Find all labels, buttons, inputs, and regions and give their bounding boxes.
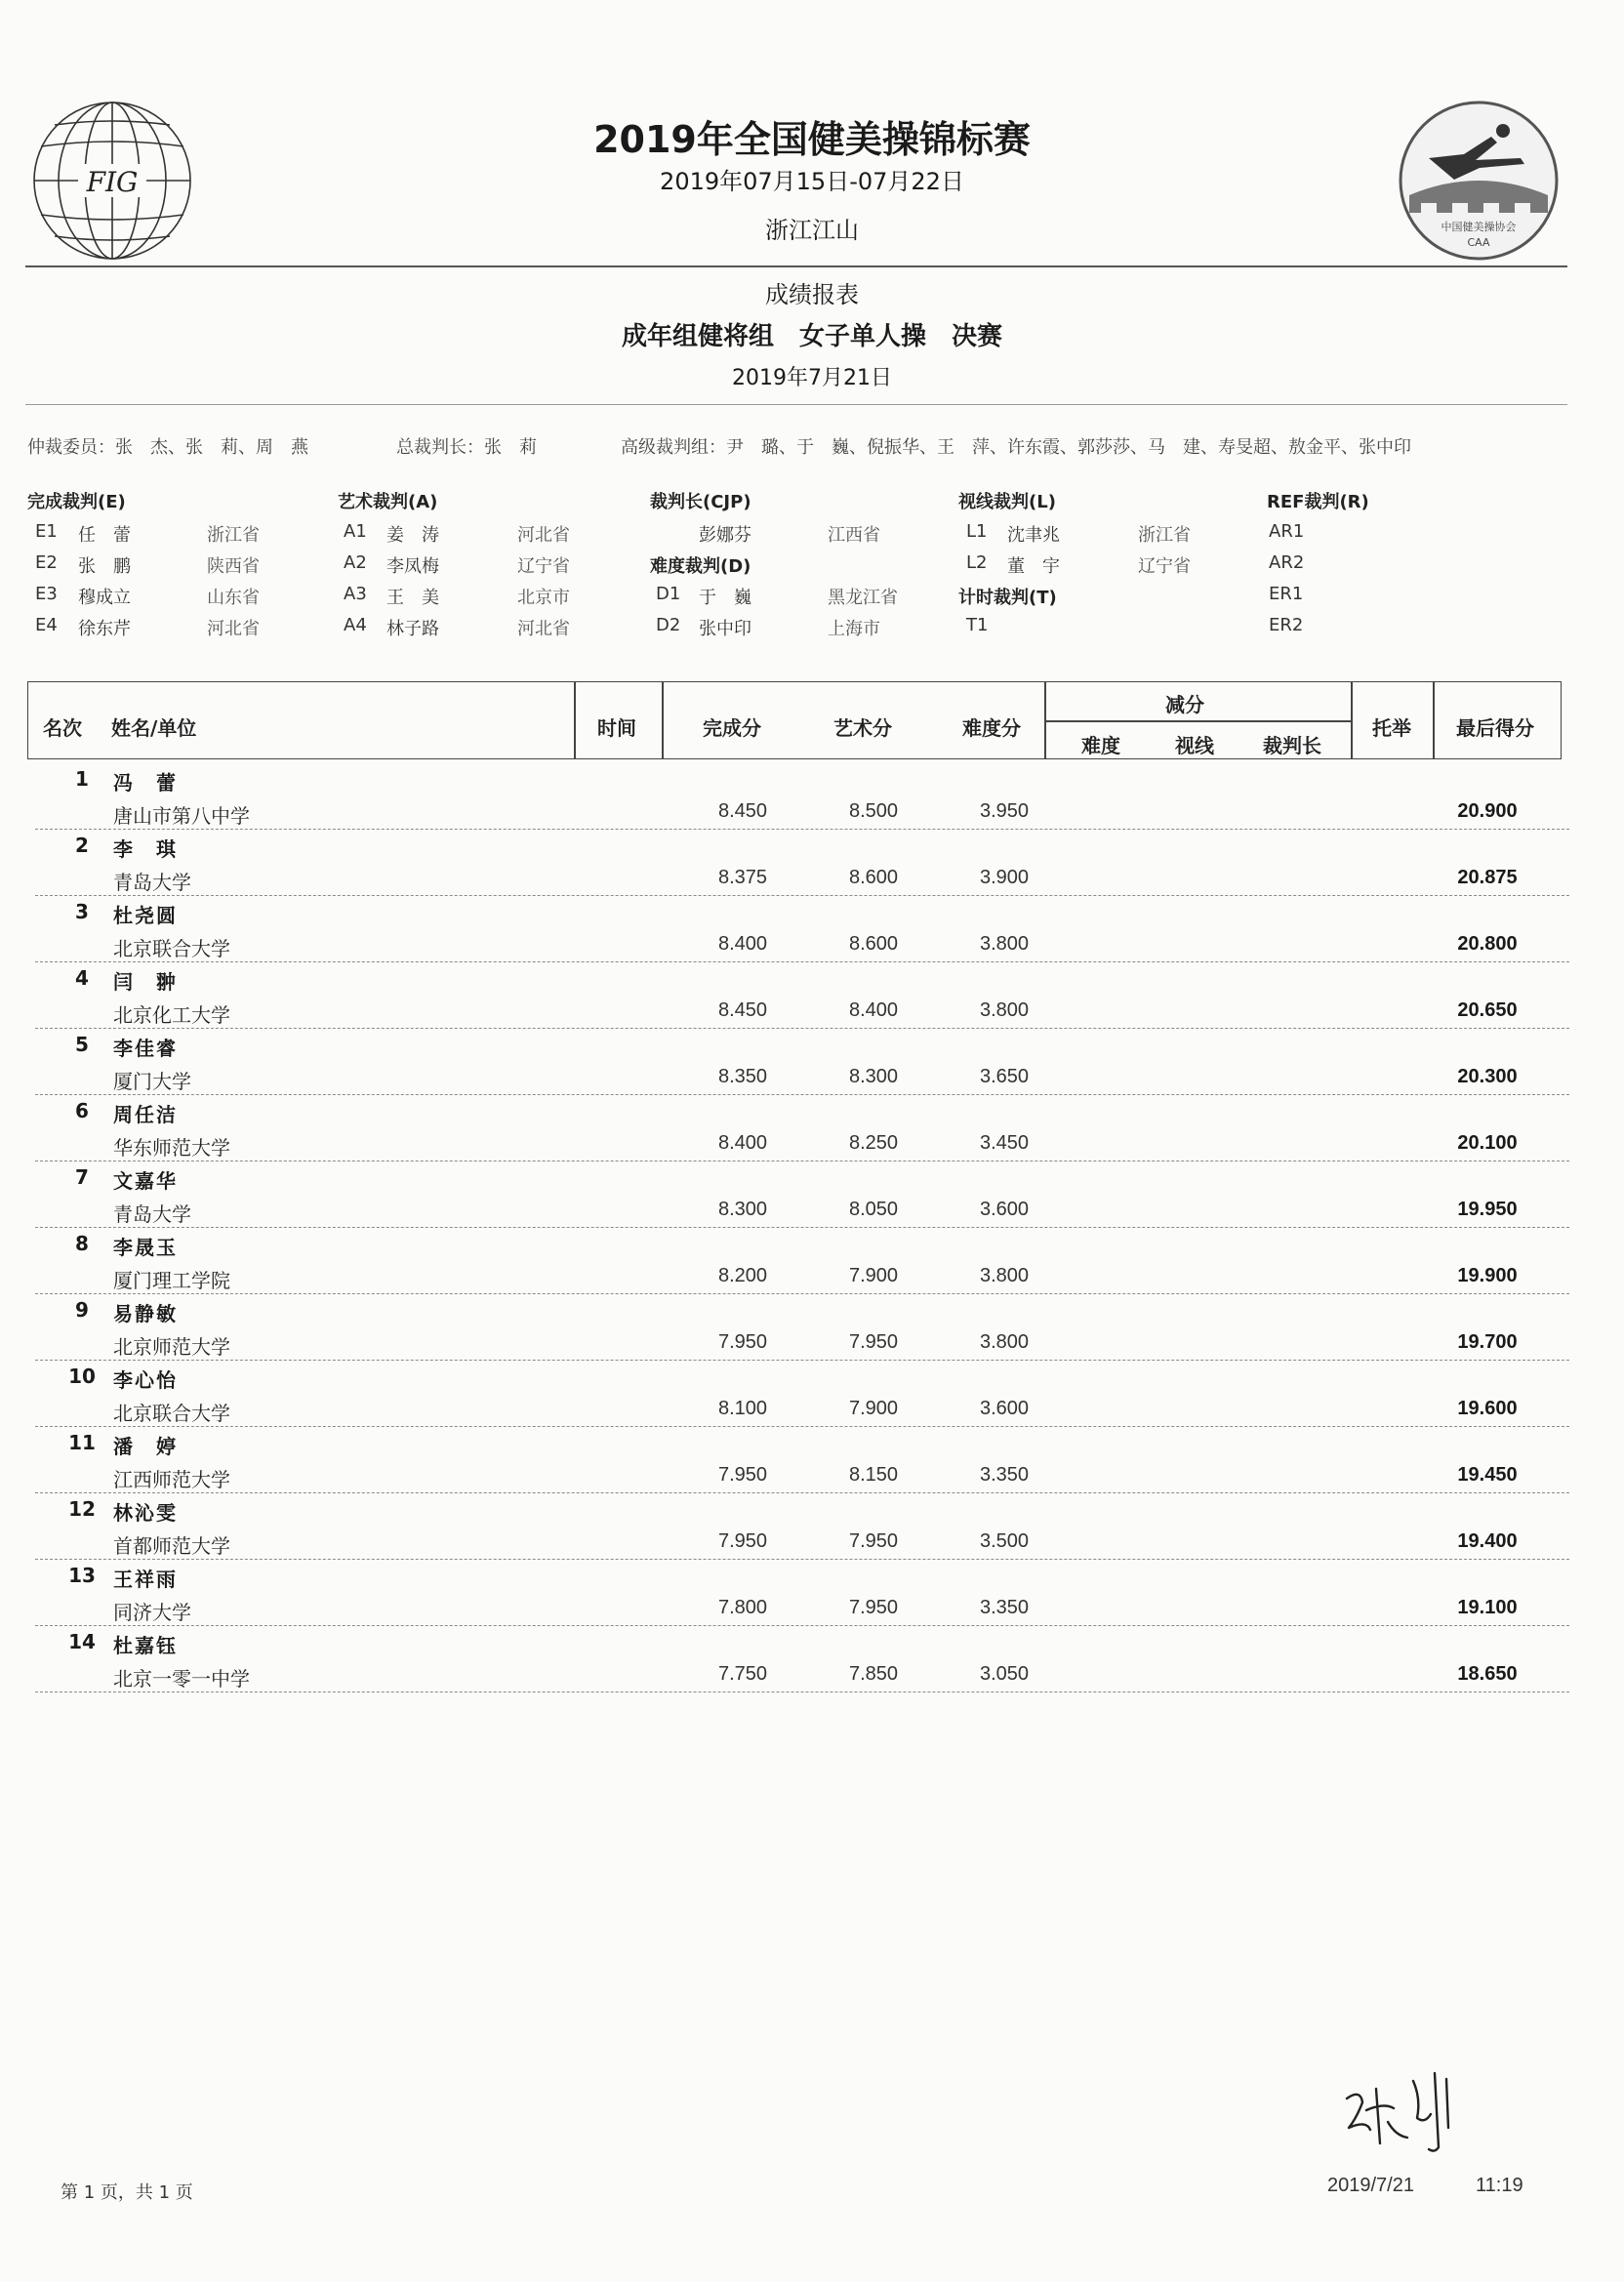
print-time: 11:19 (1476, 2175, 1523, 2196)
table-row (27, 1095, 1569, 1161)
execution-score: 7.950 (717, 1464, 768, 1486)
difficulty-score: 3.800 (979, 1265, 1030, 1286)
final-score: 19.400 (1457, 1530, 1518, 1552)
column-divider (1433, 681, 1435, 759)
column-divider (662, 681, 664, 759)
rank: 4 (75, 966, 89, 990)
difficulty-score: 3.950 (979, 800, 1030, 822)
panel-name: 林子路 (386, 619, 439, 639)
athlete-name: 潘 婷 (113, 1435, 178, 1458)
competition-dates: 2019年07月15日-07月22日 (660, 168, 964, 195)
deduction-divider (1044, 720, 1351, 722)
panel-code: ER2 (1269, 615, 1304, 635)
difficulty-score: 3.050 (979, 1663, 1030, 1685)
chief-judge: 总裁判长：张 莉 (396, 437, 537, 458)
header-final: 最后得分 (1456, 716, 1534, 740)
header-execution: 完成分 (703, 716, 761, 740)
panel-code: AR1 (1269, 521, 1305, 542)
athlete-name: 周任洁 (113, 1103, 178, 1126)
artistic-score: 7.950 (848, 1597, 899, 1618)
artistic-score: 8.500 (848, 800, 899, 822)
report-date: 2019年7月21日 (732, 366, 892, 390)
rank: 3 (75, 900, 89, 923)
panel-header-cjp: 裁判长(CJP) (650, 492, 751, 512)
panel-code: L2 (966, 552, 988, 573)
difficulty-score: 3.500 (979, 1530, 1030, 1552)
handwritten-signature-icon (1337, 2059, 1474, 2157)
panel-code: E1 (35, 521, 58, 542)
panel-code: A1 (344, 521, 367, 542)
athlete-name: 李晟玉 (113, 1236, 178, 1259)
athlete-unit: 华东师范大学 (113, 1136, 230, 1160)
artistic-score: 7.900 (848, 1265, 899, 1286)
panel-header-execution: 完成裁判(E) (27, 492, 126, 512)
rank: 10 (68, 1365, 96, 1388)
rank: 7 (75, 1165, 89, 1189)
panel-code: A2 (344, 552, 367, 573)
print-date: 2019/7/21 (1327, 2175, 1414, 2196)
panel-name: 沈聿兆 (1007, 525, 1060, 546)
athlete-unit: 北京师范大学 (113, 1335, 230, 1359)
difficulty-score: 3.800 (979, 933, 1030, 955)
athlete-name: 杜尧圆 (113, 904, 178, 927)
difficulty-score: 3.600 (979, 1398, 1030, 1419)
report-divider (25, 404, 1567, 405)
athlete-unit: 同济大学 (113, 1601, 191, 1624)
athlete-name: 李 琪 (113, 837, 178, 861)
execution-score: 8.100 (717, 1398, 768, 1419)
rank: 14 (68, 1630, 96, 1653)
panel-header-difficulty: 难度裁判(D) (650, 556, 751, 577)
table-row (27, 896, 1569, 962)
rank: 13 (68, 1564, 96, 1587)
panel-name: 徐东芹 (78, 619, 131, 639)
athlete-name: 文嘉华 (113, 1169, 178, 1193)
athlete-name: 王祥雨 (113, 1568, 178, 1591)
difficulty-score: 3.650 (979, 1066, 1030, 1087)
table-row (27, 1626, 1569, 1692)
final-score: 19.100 (1457, 1597, 1518, 1618)
athlete-unit: 北京化工大学 (113, 1003, 230, 1027)
table-row (27, 1228, 1569, 1294)
execution-score: 8.400 (717, 1132, 768, 1154)
table-row (27, 1427, 1569, 1493)
header-time: 时间 (597, 716, 636, 740)
rank: 8 (75, 1232, 89, 1255)
table-row (27, 1161, 1569, 1228)
final-score: 19.900 (1457, 1265, 1518, 1286)
page-number: 第 1 页，共 1 页 (61, 2182, 193, 2203)
final-score: 20.875 (1457, 867, 1518, 888)
panel-code: E3 (35, 584, 58, 604)
execution-score: 7.750 (717, 1663, 768, 1685)
athlete-unit: 青岛大学 (113, 871, 191, 894)
table-row (27, 1493, 1569, 1560)
panel-place: 江西省 (828, 525, 880, 546)
athlete-unit: 北京联合大学 (113, 937, 230, 960)
table-row (27, 1029, 1569, 1095)
panel-header-time: 计时裁判(T) (958, 588, 1057, 608)
athlete-unit: 厦门理工学院 (113, 1269, 230, 1292)
report-subtitle: 成年组健将组 女子单人操 决赛 (621, 322, 1002, 351)
difficulty-score: 3.600 (979, 1199, 1030, 1220)
athlete-name: 闫 翀 (113, 970, 178, 994)
panel-name: 李凤梅 (386, 556, 439, 577)
panel-code: ER1 (1269, 584, 1304, 604)
final-score: 20.100 (1457, 1132, 1518, 1154)
difficulty-score: 3.350 (979, 1597, 1030, 1618)
rank: 5 (75, 1033, 89, 1056)
athlete-unit: 厦门大学 (113, 1070, 191, 1093)
panel-name: 董 宇 (1007, 556, 1060, 577)
execution-score: 7.950 (717, 1331, 768, 1353)
panel-place: 北京市 (517, 588, 570, 608)
execution-score: 8.300 (717, 1199, 768, 1220)
difficulty-score: 3.900 (979, 867, 1030, 888)
execution-score: 8.375 (717, 867, 768, 888)
table-row (27, 962, 1569, 1029)
execution-score: 8.200 (717, 1265, 768, 1286)
athlete-unit: 首都师范大学 (113, 1534, 230, 1558)
rank: 2 (75, 834, 89, 857)
panel-name: 王 美 (386, 588, 439, 608)
panel-code: D2 (656, 615, 681, 635)
final-score: 18.650 (1457, 1663, 1518, 1685)
panel-header-artistic: 艺术裁判(A) (338, 492, 438, 512)
artistic-score: 8.250 (848, 1132, 899, 1154)
panel-name: 张中印 (699, 619, 751, 639)
athlete-name: 李心怡 (113, 1368, 178, 1392)
athlete-unit: 北京联合大学 (113, 1402, 230, 1425)
panel-code: L1 (966, 521, 988, 542)
svg-text:中国健美操协会: 中国健美操协会 (1441, 221, 1517, 233)
artistic-score: 7.950 (848, 1331, 899, 1353)
execution-score: 8.350 (717, 1066, 768, 1087)
panel-code: AR2 (1269, 552, 1305, 573)
senior-judges: 高级裁判组：尹 璐、于 巍、倪振华、王 萍、许东霞、郭莎莎、马 建、寿旻超、敖金平、张中印 (621, 437, 1411, 458)
artistic-score: 7.850 (848, 1663, 899, 1685)
header-rank: 名次 (43, 716, 82, 740)
column-divider (1351, 681, 1353, 759)
athlete-name: 易静敏 (113, 1302, 178, 1325)
header-ded-difficulty: 难度 (1081, 734, 1120, 757)
rank: 9 (75, 1298, 89, 1322)
final-score: 20.900 (1457, 800, 1518, 822)
artistic-score: 8.400 (848, 999, 899, 1021)
artistic-score: 7.900 (848, 1398, 899, 1419)
panel-code: E2 (35, 552, 58, 573)
panel-name: 穆成立 (78, 588, 131, 608)
panel-place: 河北省 (207, 619, 260, 639)
athlete-name: 冯 蕾 (113, 771, 178, 795)
rank: 12 (68, 1497, 96, 1521)
execution-score: 8.450 (717, 800, 768, 822)
difficulty-score: 3.800 (979, 999, 1030, 1021)
execution-score: 8.450 (717, 999, 768, 1021)
panel-code: D1 (656, 584, 681, 604)
panel-code: A4 (344, 615, 367, 635)
artistic-score: 8.150 (848, 1464, 899, 1486)
table-row (27, 1294, 1569, 1361)
final-score: 19.950 (1457, 1199, 1518, 1220)
athlete-unit: 唐山市第八中学 (113, 804, 250, 828)
header-ded-line: 视线 (1175, 734, 1214, 757)
athlete-name: 杜嘉钰 (113, 1634, 178, 1657)
final-score: 20.800 (1457, 933, 1518, 955)
panel-header-line: 视线裁判(L) (958, 492, 1056, 512)
execution-score: 7.950 (717, 1530, 768, 1552)
difficulty-score: 3.450 (979, 1132, 1030, 1154)
header-artistic: 艺术分 (833, 716, 892, 740)
table-row (27, 1361, 1569, 1427)
rank: 6 (75, 1099, 89, 1122)
header-divider (25, 265, 1567, 267)
panel-code: T1 (966, 615, 989, 635)
panel-place: 河北省 (517, 619, 570, 639)
column-divider (574, 681, 576, 759)
panel-name: 张 鹏 (78, 556, 131, 577)
caa-emblem-icon (1396, 98, 1562, 264)
athlete-unit: 北京一零一中学 (113, 1667, 250, 1691)
header-deductions: 减分 (1165, 693, 1204, 716)
final-score: 19.700 (1457, 1331, 1518, 1353)
artistic-score: 8.300 (848, 1066, 899, 1087)
difficulty-score: 3.350 (979, 1464, 1030, 1486)
panel-header-ref: REF裁判(R) (1267, 492, 1369, 512)
header-lift: 托举 (1372, 716, 1411, 740)
rank: 1 (75, 767, 89, 791)
panel-place: 陕西省 (207, 556, 260, 577)
athlete-unit: 青岛大学 (113, 1202, 191, 1226)
header-name-unit: 姓名/单位 (111, 716, 197, 740)
difficulty-score: 3.800 (979, 1331, 1030, 1353)
caa-logo (1396, 98, 1562, 264)
report-title: 成绩报表 (765, 281, 859, 308)
panel-place: 河北省 (517, 525, 570, 546)
panel-code: E4 (35, 615, 58, 635)
table-row (27, 763, 1569, 830)
panel-name: 于 巍 (699, 588, 751, 608)
final-score: 19.600 (1457, 1398, 1518, 1419)
table-row (27, 830, 1569, 896)
rank: 11 (68, 1431, 96, 1454)
competition-title: 2019年全国健美操锦标赛 (593, 118, 1031, 161)
svg-text:FIG: FIG (86, 166, 139, 198)
artistic-score: 8.600 (848, 933, 899, 955)
header-ded-cjp: 裁判长 (1263, 734, 1321, 757)
panel-place: 辽宁省 (1138, 556, 1191, 577)
competition-place: 浙江江山 (765, 217, 859, 244)
signature (1337, 2059, 1474, 2157)
athlete-name: 林沁雯 (113, 1501, 178, 1525)
final-score: 19.450 (1457, 1464, 1518, 1486)
arbitration-committee: 仲裁委员：张 杰、张 莉、周 燕 (27, 437, 308, 458)
panel-place: 浙江省 (1138, 525, 1191, 546)
final-score: 20.300 (1457, 1066, 1518, 1087)
row-divider (35, 1691, 1569, 1692)
panel-name: 任 蕾 (78, 525, 131, 546)
panel-place: 上海市 (828, 619, 880, 639)
panel-place: 黑龙江省 (828, 588, 898, 608)
panel-place: 山东省 (207, 588, 260, 608)
execution-score: 7.800 (717, 1597, 768, 1618)
athlete-unit: 江西师范大学 (113, 1468, 230, 1491)
artistic-score: 7.950 (848, 1530, 899, 1552)
final-score: 20.650 (1457, 999, 1518, 1021)
panel-name: 彭娜芬 (699, 525, 751, 546)
svg-text:CAA: CAA (1467, 236, 1490, 249)
panel-code: A3 (344, 584, 367, 604)
artistic-score: 8.050 (848, 1199, 899, 1220)
panel-name: 姜 涛 (386, 525, 439, 546)
execution-score: 8.400 (717, 933, 768, 955)
artistic-score: 8.600 (848, 867, 899, 888)
table-row (27, 1560, 1569, 1626)
header-difficulty: 难度分 (962, 716, 1021, 740)
athlete-name: 李佳睿 (113, 1037, 178, 1060)
panel-place: 辽宁省 (517, 556, 570, 577)
panel-place: 浙江省 (207, 525, 260, 546)
